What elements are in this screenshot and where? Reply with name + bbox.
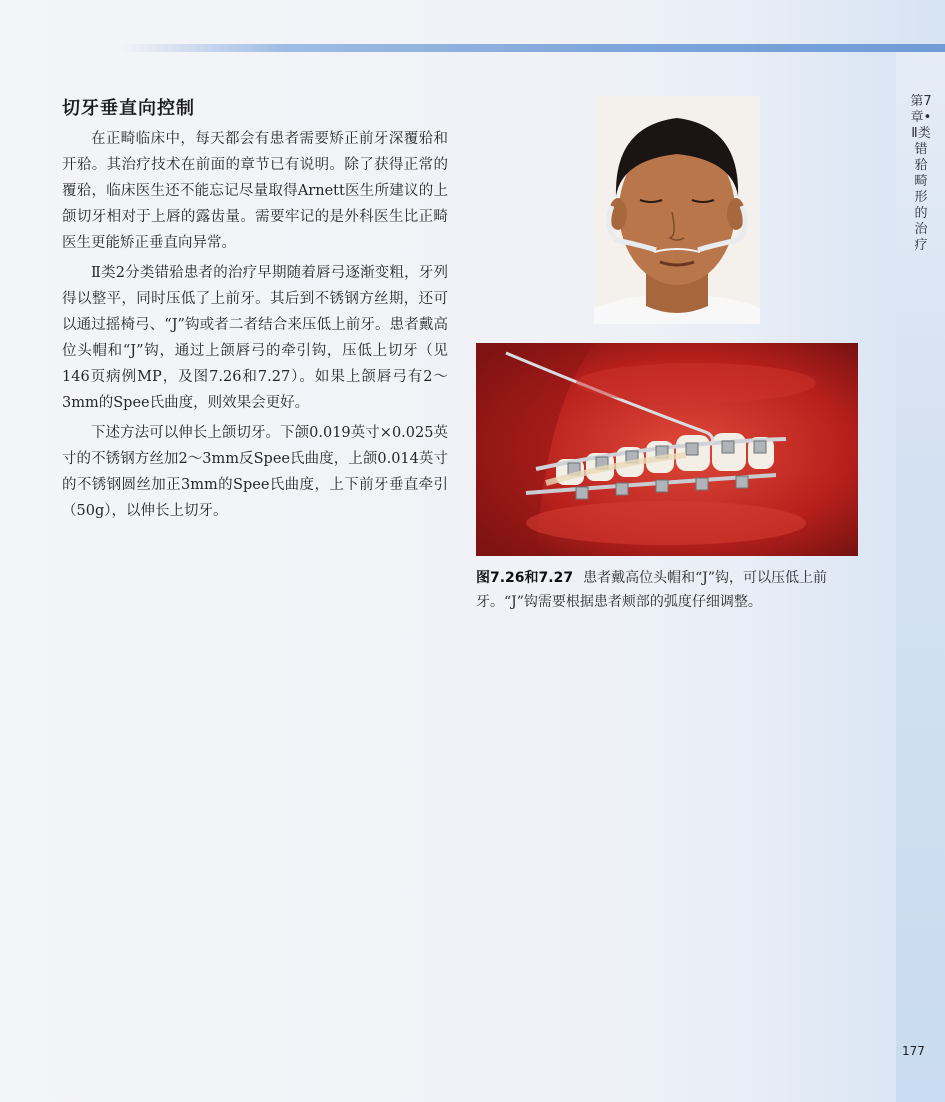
paragraph: 下述方法可以伸长上颌切牙。下颌0.019英寸×0.025英寸的不锈钢方丝加2～3mm反Spee氏曲度，上颌0.014英寸的不锈钢圆丝加正3mm的Spee氏曲度，上下前牙垂直牵引（50g），以伸长上切牙。 xyxy=(62,425,448,519)
header-accent-rule xyxy=(120,44,945,52)
section-title: 切牙垂直向控制 xyxy=(62,98,195,119)
patient-face-photo xyxy=(594,96,760,324)
figure-label: 图7.26和7.27 xyxy=(476,570,574,586)
body-text xyxy=(62,126,448,528)
paragraph: 在正畸临床中，每天都会有患者需要矫正前牙深覆𬌗和开𬌗。其治疗技术在前面的章节已有说明。除了获得正常的覆𬌗，临床医生还不能忘记尽量取得Arnett医生所建议的上颌切牙相对于上唇的露齿量。需要牢记的是外科医生比正畸医生更能矫正垂直向异常。 xyxy=(62,131,448,251)
intraoral-photo xyxy=(476,343,858,556)
page-number: 177 xyxy=(902,1044,925,1058)
chapter-tab: 第7章•Ⅱ类错𬌗畸形的治疗 xyxy=(910,94,932,253)
figure-caption xyxy=(476,566,864,614)
figure-caption-text: 患者戴高位头帽和“J”钩，可以压低上前牙。“J”钩需要根据患者颊部的弧度仔细调整。 xyxy=(476,570,828,610)
paragraph: Ⅱ类2分类错𬌗患者的治疗早期随着唇弓逐渐变粗，牙列得以整平，同时压低了上前牙。其后到不锈钢方丝期，还可以通过摇椅弓、“J”钩或者二者结合来压低上前牙。患者戴高位头帽和“J”钩，通过上颌唇弓的牵引钩，压低上切牙（见146页病例MP，及图7.26和7.27）。如果上颌唇弓有2～3mm的Spee氏曲度，则效果会更好。 xyxy=(62,265,448,411)
